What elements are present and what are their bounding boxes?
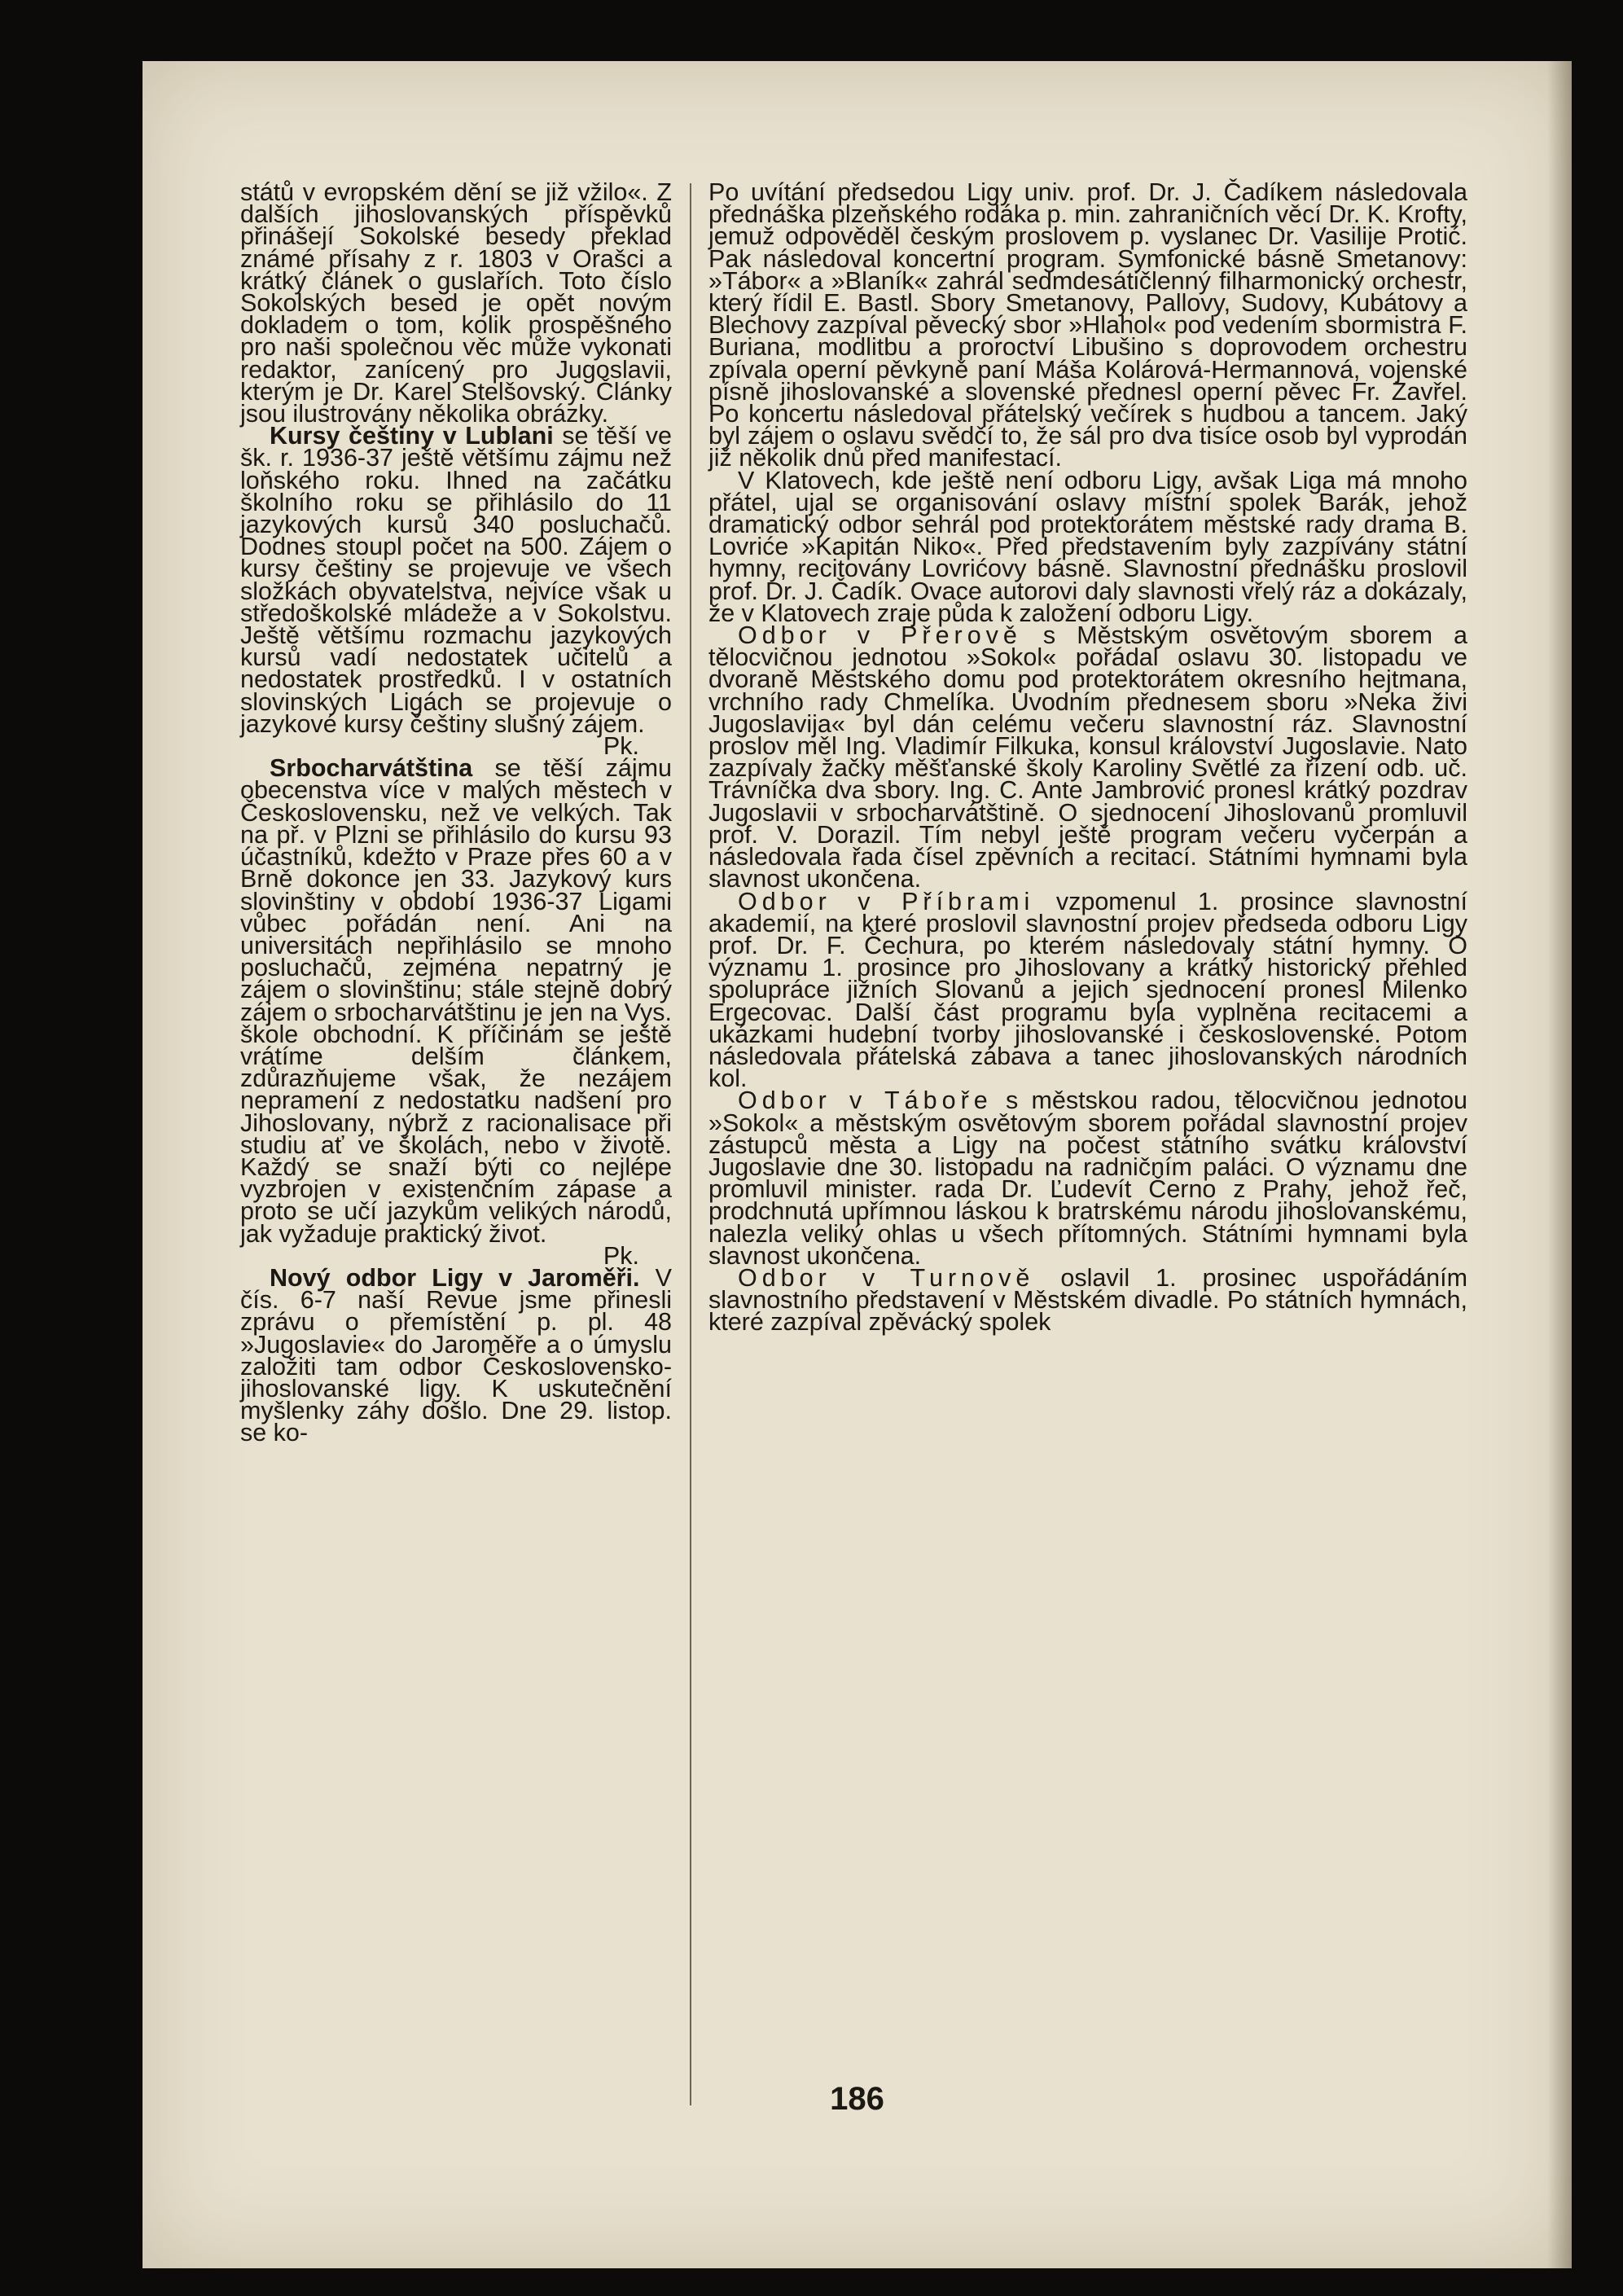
article-paragraph: V Klatovech, kde ještě není odboru Ligy, avšak Liga má mnoho přátel, ujal se organisování oslavy místní spolek Barák, jehož dramatický odbor sehrál pod protektorátem městské rady drama B. Lovriće »Kapitán Niko«. Před představením byly zazpívány státní hymny, recitovány Lovrićovy básně. Slavnostní přednášku proslovil prof. Dr. J. Čadík. Ovace autorovi daly slavnosti vřelý ráz a dokázaly, že v Klatovech zraje půda k založení odboru Ligy. [708, 466, 1467, 627]
article-paragraph: Po uvítání předsedou Ligy univ. prof. Dr. J. Čadíkem následovala přednáška plzeňského rodáka p. min. zahraničních věcí Dr. K. Krofty, jemuž odpověděl českým proslovem p. vyslanec Dr. Vasilije Protić. Pak následoval koncertní program. Symfonické básně Smetanovy: »Tábor« a »Blaník« zahrál sedmdesátičlenný filharmonický orchestr, který řídil E. Bastl. Sbory Smetanovy, Pallovy, Sudovy, Kubátovy a Blechovy zazpíval pěvecký sbor »Hlahol« pod vedením sbormistra F. Buriana, modlitbu a proroctví Libušino s doprovodem orchestru zpívala operní pěvkyně paní Máša Kolárová-Hermannová, vojenské písně jihoslovanské a slovenské přednesl operní pěvec Fr. Zavřel. Po koncertu následoval přátelský večírek s hudbou a tancem. Jaký byl zájem o oslavu svědčí to, že sál pro dva tisíce osob byl vyprodán již několik dnů před manifestací. [708, 178, 1467, 472]
article-text: oslavil 1. prosinec uspořádáním slavnostního představení v Městském divadle. Po státních hymnách, které zazpíval zpěvácký spolek [708, 1263, 1467, 1337]
author-signature: Pk. [603, 732, 639, 761]
spaced-lead: Odbor v Příbrami [738, 887, 1035, 915]
page-number: 186 [830, 2081, 884, 2117]
article-odbor-turnov [708, 1263, 1467, 1337]
article-kursy-cestiny [240, 422, 672, 738]
article-text: se těší ve šk. r. 1936-37 ještě většímu zájmu než loňského roku. Ihned na začátku školního roku se přihlásilo do 11 jazykových kursů 340 posluchačů. Dodnes stoupl počet na 500. Zájem o kursy češtiny se projevuje ve všech složkách obyvatelstva, nejvíce však u středoškolské mládeže a v Sokolstvu. Ještě většímu rozmachu jazykových kursů vadí nedostatek učitelů a nedostatek prostředků. I v ostatních slovinských Ligách se projevuje o jazykové kursy češtiny slušný zájem. [240, 422, 672, 738]
left-column [240, 178, 672, 1447]
spaced-lead: Odbor v Přerově [738, 621, 1022, 650]
article-srbocharvatstina [240, 754, 672, 1248]
right-column [708, 178, 1467, 1337]
column-divider [690, 183, 691, 2105]
article-heading: Srbocharvátština [270, 754, 473, 783]
article-heading: Kursy češtiny v Lublani [270, 422, 554, 450]
article-text: s městskou radou, tělocvičnou jednotou »Sokol« a městským osvětovým sborem pořádal slavnostní projev zástupců města a Ligy na počest státního svátku království Jugoslavie dne 30. listopadu na radničním paláci. O významu dne promluvil minister. rada Dr. Ľudevít Černo z Prahy, jehož řeč, prodchnutá upřímnou láskou k bratrskému národu jihoslovanskému, nalezla veliký ohlas u všech přítomných. Státními hymnami byla slavnost ukončena. [708, 1087, 1467, 1270]
article-odbor-tabor [708, 1087, 1467, 1270]
article-text: s Městským osvětovým sborem a tělocvičnou jednotou »Sokol« pořádal oslavu 30. listopadu ve dvoraně Městského domu pod protektorátem okresního hejtmana, vrchního rady Chmelíka. Úvodním přednesem sboru »Neka živi Jugoslavija« byl dán celému večeru slavnostní ráz. Slavnostní proslov měl Ing. Vladimír Filkuka, konsul království Jugoslavie. Nato zazpívaly žačky měšťanské školy Karoliny Světlé za řízení odb. uč. Trávníčka dva sbory. Ing. C. Ante Jambrović pronesl krátký pozdrav Jugoslavii v srbocharvátštině. O sjednocení Jihoslovanů promluvil prof. V. Dorazil. Tím nebyl ještě program večeru vyčerpán a následovala řada čísel zpěvních a recitací. Státními hymnami byla slavnost ukončena. [708, 621, 1467, 893]
spaced-lead: Odbor v Turnově [738, 1263, 1035, 1292]
document-page [143, 61, 1572, 2268]
article-heading: Nový odbor Ligy v Jaroměři. [270, 1263, 640, 1292]
page-fold-shadow [1547, 61, 1572, 2268]
article-odbor-prerov [708, 621, 1467, 893]
author-signature: Pk. [603, 1241, 639, 1270]
article-text: vzpomenul 1. prosince slavnostní akademií, na které proslovil slavnostní projev předseda odboru Ligy prof. Dr. F. Čechura, po kterém následovaly státní hymny. O významu 1. prosince pro Jihoslovany a krátký historický přehled spolupráce jižních Slovanů a jejich sjednocení pronesl Milenko Ergecovac. Další část programu byla vyplněna recitacemi a ukázkami hudební tvorby jihoslovanské i československé. Potom následovala přátelská zábava a tanec jihoslovanských národních kol. [708, 887, 1467, 1093]
article-odbor-pribram [708, 887, 1467, 1093]
article-paragraph: států v evropském dění se již vžilo«. Z dalších jihoslovanských příspěvků přinášejí Sokolské besedy překlad známé přísahy z r. 1803 v Orašci a krátký článek o guslařích. Toto číslo Sokolských besed je opět novým dokladem o tom, kolik prospěšného pro naši společnou věc může vykonati redaktor, zanícený pro Jugoslavii, kterým je Dr. Karel Stelšovský. Články jsou ilustrovány několika obrázky. [240, 178, 672, 428]
spaced-lead: Odbor v Táboře [738, 1087, 993, 1115]
article-text: V čís. 6-7 naší Revue jsme přinesli zprávu o přemístění p. pl. 48 »Jugoslavie« do Jaroměře a o úmyslu založiti tam odbor Československo-jihoslovanské ligy. K uskutečnění myšlenky záhy došlo. Dne 29. listop. se ko- [240, 1263, 672, 1447]
article-novy-odbor [240, 1263, 672, 1447]
article-text: se těší zájmu obecenstva více v malých městech v Československu, než ve velkých. Tak na př. v Plzni se přihlásilo do kursu 93 účastníků, kdežto v Praze přes 60 a v Brně dokonce jen 33. Jazykový kurs slovinštiny v období 1936-37 Ligami vůbec pořádán není. Ani na universitách nepřihlásilo se mnoho posluchačů, zejména nepatrný je zájem o slovinštinu; stále stejně dobrý zájem o srbocharvátštinu je jen na Vys. škole obchodní. K příčinám se ještě vrátíme delším článkem, zdůrazňujeme však, že nezájem nepramení z nedostatku nadšení pro Jihoslovany, nýbrž z racionalisace při studiu ať ve školách, nebo v životě. Každý se snaží býti co nejlépe vyzbrojen v existenčním zápase a proto se učí jazykům velikých národů, jak vyžaduje praktický život. [240, 754, 672, 1248]
